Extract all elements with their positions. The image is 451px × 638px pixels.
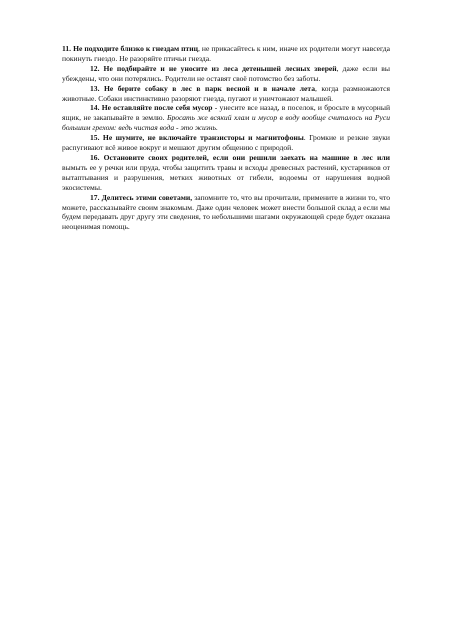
- paragraph-15: [62, 133, 390, 153]
- paragraph-17-text: запомните то, что вы прочитали, примените в жизни то, что можете, рассказывайте своим знакомым. Даже один человек может внести большой склад а если мы будем передавать друг другу эти сведения, то небольшими шагами окружающей среде будет оказана неоценимая помощь.: [62, 192, 390, 232]
- paragraph-11: [62, 44, 390, 64]
- paragraph-13-heading: 13. Не берите собаку в лес в парк весной и в начале лета: [90, 83, 316, 93]
- paragraph-11-text: , не прикасайтесь к ним, иначе их родители могут навсегда покинуть гнездо. Не разоряйте птичьи гнезда.: [62, 44, 390, 63]
- paragraph-14-heading: 14. Не оставляйте после себя мусор: [90, 103, 213, 113]
- paragraph-14: [62, 103, 390, 133]
- paragraph-13-text: , когда размножаются животные. Собаки инстинктивно разоряют гнезда, пугают и уничтожают малышей.: [62, 83, 390, 103]
- paragraph-15-heading: 15. Не шумите, не включайте транзисторы и магнитофоны: [90, 133, 304, 143]
- paragraph-14-italic: Бросать же всякий хлам и мусор в воду вообще считалось на Руси большим грехом: ведь чистая вода - это жизнь.: [62, 113, 390, 133]
- paragraph-12-text: , даже если вы убеждены, что они потерялись. Родители не оставят своё потомство без заботы.: [62, 63, 390, 83]
- paragraph-17: [62, 193, 390, 233]
- paragraph-12: [62, 64, 390, 84]
- paragraph-14-text: - унесите все назад, в поселок, и бросьте в мусорный ящик, не закапывайте в землю.: [62, 103, 391, 123]
- paragraph-12-heading: 12. Не подбирайте и не уносите из леса детенышей лесных зверей: [90, 63, 337, 73]
- paragraph-15-text: . Громкие и резкие звуки распугивают всё живое вокруг и мешают другим общению с природой.: [62, 133, 390, 153]
- document-body: [62, 44, 390, 232]
- paragraph-16-heading: 16. Остановите своих родителей, если они решили заехать на машине в лес или: [90, 152, 390, 162]
- paragraph-11-heading: 11. Не подходите близко к гнездам птиц: [62, 44, 199, 53]
- paragraph-16: [62, 153, 390, 193]
- paragraph-13: [62, 84, 390, 104]
- paragraph-17-heading: 17. Делитесь этими советами,: [90, 192, 193, 202]
- paragraph-16-text: вымыть ее у речки или пруда, чтобы защитить травы и всходы древесных растений, кустарников от вытаптывания и разрушения, метких животных от гибели, водоемы от нарушения водной экосистемы.: [62, 162, 390, 192]
